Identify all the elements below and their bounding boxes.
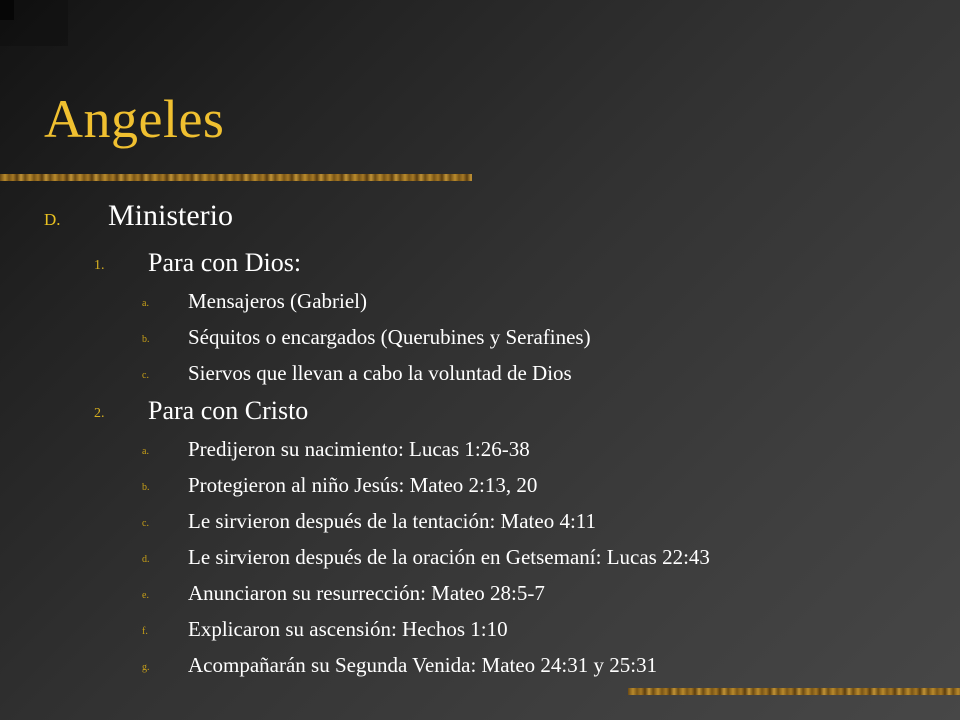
title-underline-bar [0, 174, 472, 181]
list-item: Anunciaron su resurrección: Mateo 28:5-7 [188, 581, 545, 605]
slide-title: Angeles [44, 89, 225, 149]
list-item-marker: c. [142, 518, 149, 529]
list-item-marker: a. [142, 446, 149, 457]
list-item: Le sirvieron después de la tentación: Mateo 4:11 [188, 509, 597, 533]
list-item-marker: b. [142, 334, 150, 345]
list-item: Acompañarán su Segunda Venida: Mateo 24:31 y 25:31 [188, 653, 658, 677]
list-item-marker: b. [142, 482, 150, 493]
section-marker: D. [44, 210, 61, 229]
list-item: Mensajeros (Gabriel) [188, 289, 368, 313]
group-marker: 2. [94, 406, 105, 421]
list-item: Explicaron su ascensión: Hechos 1:10 [188, 617, 508, 641]
corner-shade [0, 0, 68, 46]
footer-accent-bar [628, 688, 960, 695]
list-item: Le sirvieron después de la oración en Getsemaní: Lucas 22:43 [188, 545, 710, 569]
section-heading: Ministerio [108, 199, 233, 232]
list-item-marker: c. [142, 370, 149, 381]
list-item-marker: a. [142, 298, 149, 309]
list-item: Predijeron su nacimiento: Lucas 1:26-38 [188, 437, 530, 461]
list-item-marker: f. [142, 626, 148, 637]
group-heading: Para con Dios: [148, 248, 302, 277]
list-item: Siervos que llevan a cabo la voluntad de Dios [188, 361, 572, 385]
list-item-marker: d. [142, 554, 150, 565]
list-item-marker: g. [142, 662, 150, 673]
list-item-marker: e. [142, 590, 149, 601]
list-item: Séquitos o encargados (Querubines y Serafines) [188, 325, 591, 349]
group-heading: Para con Cristo [148, 396, 309, 425]
group-marker: 1. [94, 258, 105, 273]
list-item: Protegieron al niño Jesús: Mateo 2:13, 20 [188, 473, 538, 497]
